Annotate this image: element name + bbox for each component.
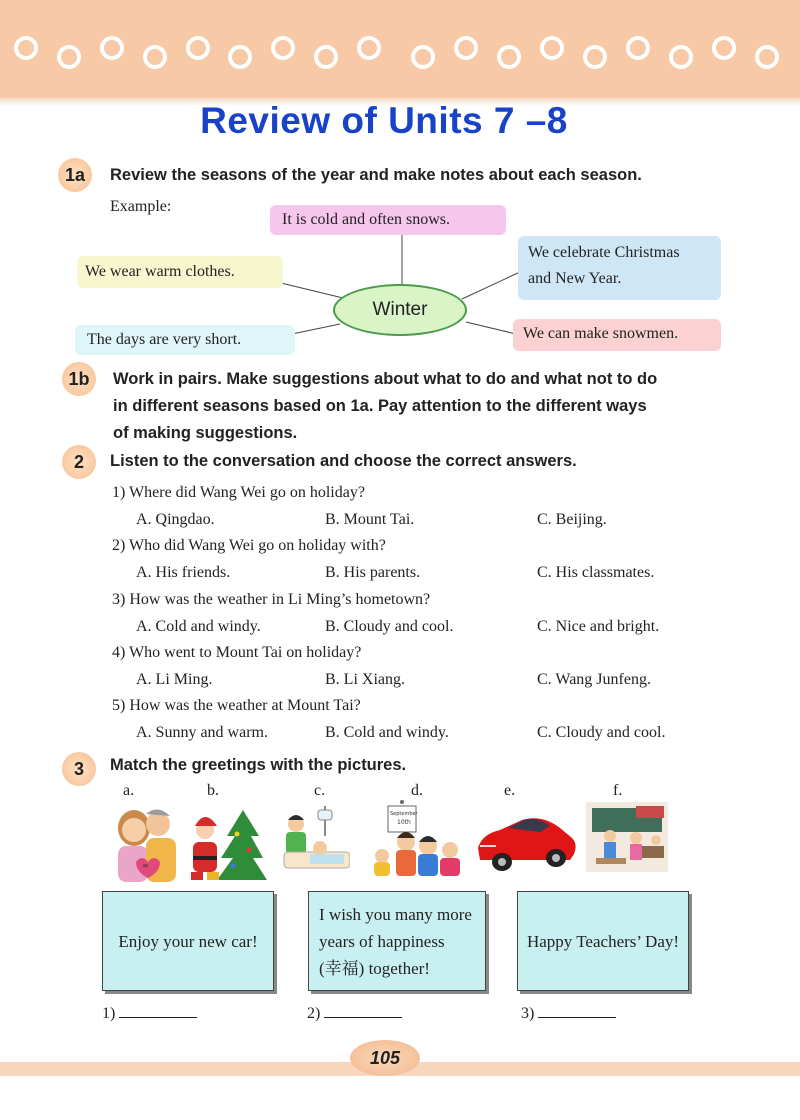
greeting-2-line-2: years of happiness xyxy=(319,931,445,951)
answer-blank-2-label: 2) xyxy=(307,1005,321,1022)
q1-option-a: A. Qingdao. xyxy=(136,511,215,528)
example-label: Example: xyxy=(110,198,172,215)
section-1b-line-1: Work in pairs. Make suggestions about what to do and what not to do xyxy=(113,370,658,388)
section-1a-instruction: Review the seasons of the year and make notes about each season. xyxy=(110,166,642,184)
q1-option-b: B. Mount Tai. xyxy=(325,511,415,528)
q5-option-a: A. Sunny and warm. xyxy=(136,724,268,741)
answer-blank-3[interactable] xyxy=(521,1003,616,1023)
answer-line-2[interactable] xyxy=(324,1003,402,1018)
connector-right-top xyxy=(462,272,520,299)
picture-label-f: f. xyxy=(613,782,623,799)
note-snowmen: We can make snowmen. xyxy=(513,319,721,351)
answer-blank-2[interactable] xyxy=(307,1003,402,1023)
note-days-short: The days are very short. xyxy=(75,325,295,355)
picture-label-d: d. xyxy=(411,782,423,799)
q4-option-c: C. Wang Junfeng. xyxy=(537,671,651,688)
note-christmas-line-1: We celebrate Christmas xyxy=(528,244,680,261)
calendar-month: September xyxy=(390,811,418,817)
note-cold-snows: It is cold and often snows. xyxy=(270,205,506,235)
picture-c-hospital xyxy=(280,806,350,876)
section-1b-badge: 1b xyxy=(62,362,96,396)
section-1b-line-3: of making suggestions. xyxy=(113,424,298,442)
question-4: 4) Who went to Mount Tai on holiday? xyxy=(112,644,362,661)
q3-option-b: B. Cloudy and cool. xyxy=(325,618,454,635)
picture-label-b: b. xyxy=(207,782,219,799)
picture-d-teachers-day xyxy=(370,800,465,880)
note-warm-clothes: We wear warm clothes. xyxy=(77,256,283,288)
q1-option-c: C. Beijing. xyxy=(537,511,607,528)
connector-left-bottom xyxy=(292,324,340,334)
section-2-badge: 2 xyxy=(62,445,96,479)
greeting-box-2 xyxy=(308,891,486,991)
q5-option-c: C. Cloudy and cool. xyxy=(537,724,666,741)
svg-text:∞: ∞ xyxy=(142,861,149,870)
note-christmas-line-2: and New Year. xyxy=(528,270,622,287)
greeting-box-1 xyxy=(102,891,274,991)
answer-blank-3-label: 3) xyxy=(521,1005,535,1022)
picture-f-classroom xyxy=(586,802,668,872)
section-3-badge: 3 xyxy=(62,752,96,786)
q2-option-a: A. His friends. xyxy=(136,564,231,581)
calendar-day: 10th xyxy=(397,819,411,826)
answer-blank-1[interactable] xyxy=(102,1003,197,1023)
connector-left-top xyxy=(281,283,343,298)
answer-line-3[interactable] xyxy=(538,1003,616,1018)
picture-b-christmas xyxy=(187,806,267,884)
q5-option-b: B. Cold and windy. xyxy=(325,724,449,741)
section-2-instruction: Listen to the conversation and choose the correct answers. xyxy=(110,452,577,470)
q3-option-a: A. Cold and windy. xyxy=(136,618,261,635)
question-1: 1) Where did Wang Wei go on holiday? xyxy=(112,484,365,501)
q2-option-c: C. His classmates. xyxy=(537,564,655,581)
section-3-instruction: Match the greetings with the pictures. xyxy=(110,756,407,774)
section-1b-line-2: in different seasons based on 1a. Pay attention to the different ways xyxy=(113,397,647,415)
connector-right-bottom xyxy=(466,322,516,334)
note-christmas xyxy=(518,236,721,300)
winter-center-oval: Winter xyxy=(333,284,467,336)
page-title: Review of Units 7 –8 xyxy=(200,100,568,141)
answer-blank-1-label: 1) xyxy=(102,1005,116,1022)
picture-e-red-car xyxy=(474,812,578,874)
picture-label-c: c. xyxy=(314,782,326,799)
greeting-box-3 xyxy=(517,891,689,991)
q2-option-b: B. His parents. xyxy=(325,564,421,581)
picture-label-a: a. xyxy=(123,782,135,799)
greeting-3-line-1: Happy Teachers’ Day! xyxy=(526,931,680,951)
greeting-2-line-1: I wish you many more xyxy=(319,904,472,924)
question-3: 3) How was the weather in Li Ming’s hometown? xyxy=(112,591,431,608)
question-2: 2) Who did Wang Wei go on holiday with? xyxy=(112,537,386,554)
answer-line-1[interactable] xyxy=(119,1003,197,1018)
section-1a-badge: 1a xyxy=(58,158,92,192)
picture-label-e: e. xyxy=(504,782,516,799)
question-5: 5) How was the weather at Mount Tai? xyxy=(112,697,361,714)
q3-option-c: C. Nice and bright. xyxy=(537,618,660,635)
greeting-2-line-3: (幸福) together! xyxy=(319,958,430,978)
page-number: 105 xyxy=(350,1040,420,1076)
greeting-1-line-1: Enjoy your new car! xyxy=(118,931,258,951)
section-1b-instruction xyxy=(113,366,657,447)
q4-option-b: B. Li Xiang. xyxy=(325,671,405,688)
q4-option-a: A. Li Ming. xyxy=(136,671,213,688)
picture-a-couple xyxy=(108,802,184,888)
